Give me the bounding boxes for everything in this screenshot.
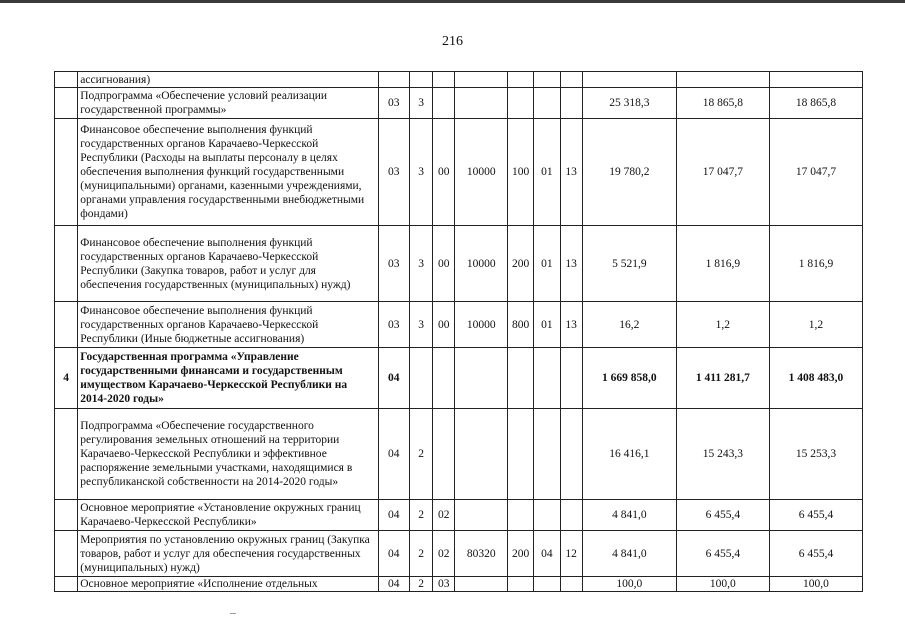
- amount-year1-cell: 5 521,9: [582, 226, 676, 302]
- program-code-cell: 03: [378, 119, 409, 226]
- activity-code-cell: [433, 409, 455, 500]
- direction-code-cell: 10000: [455, 119, 508, 226]
- subprogram-code-cell: 3: [409, 302, 432, 348]
- program-code-cell: 04: [378, 409, 409, 500]
- subsection-cell: 13: [560, 226, 582, 302]
- amount-year1-cell: 1 669 858,0: [582, 348, 676, 409]
- subprogram-code-cell: 3: [409, 226, 432, 302]
- expense-type-cell: [508, 72, 534, 88]
- description-cell: Финансовое обеспечение выполнения функций государственных органов Карачаево-Черкесской Республики (Закупка товаров, работ и услуг для обеспечения государственных (муниципальных) нужд): [78, 226, 378, 302]
- page-number: 216: [442, 34, 463, 49]
- amount-year1-cell: 16,2: [582, 302, 676, 348]
- subprogram-code-cell: 3: [409, 119, 432, 226]
- subprogram-code-cell: [409, 72, 432, 88]
- activity-code-cell: 00: [433, 119, 455, 226]
- section-cell: [534, 348, 560, 409]
- amount-year1-cell: 16 416,1: [582, 409, 676, 500]
- direction-code-cell: [455, 409, 508, 500]
- subprogram-code-cell: 2: [409, 531, 432, 577]
- budget-table: [54, 71, 863, 592]
- activity-code-cell: 02: [433, 531, 455, 577]
- amount-year3-cell: 17 047,7: [769, 119, 862, 226]
- subsection-cell: [560, 88, 582, 119]
- section-cell: [534, 409, 560, 500]
- direction-code-cell: [455, 577, 508, 592]
- activity-code-cell: 00: [433, 302, 455, 348]
- description-cell: Подпрограмма «Обеспечение государственного регулирования земельных отношений на территории Карачаево-Черкесской Республики и эффективное распоряжение земельными участками, находящимися в республиканской собственности на 2014-2020 годы»: [78, 409, 378, 500]
- amount-year3-cell: 6 455,4: [769, 531, 862, 577]
- table-row: [55, 72, 863, 88]
- description-cell: Финансовое обеспечение выполнения функций государственных органов Карачаево-Черкесской Республики (Расходы на выплаты персоналу в целях обеспечения выполнения функций государственными (муниципальными) органами, казенными учреждениями, органами управления государственными внебюджетными фондами): [78, 119, 378, 226]
- section-cell: [534, 88, 560, 119]
- program-code-cell: 04: [378, 531, 409, 577]
- activity-code-cell: [433, 88, 455, 119]
- row-number-cell: [55, 577, 78, 592]
- program-code-cell: [378, 72, 409, 88]
- activity-code-cell: [433, 348, 455, 409]
- table-row: [55, 531, 863, 577]
- expense-type-cell: 200: [508, 531, 534, 577]
- description-cell: Основное мероприятие «Установление окружных границ Карачаево-Черкесской Республики»: [78, 500, 378, 531]
- scan-speck: [230, 613, 236, 614]
- row-number-cell: [55, 409, 78, 500]
- activity-code-cell: 00: [433, 226, 455, 302]
- direction-code-cell: [455, 72, 508, 88]
- table-row: [55, 88, 863, 119]
- row-number-cell: [55, 500, 78, 531]
- activity-code-cell: 03: [433, 577, 455, 592]
- top-border-line: [0, 0, 905, 3]
- expense-type-cell: [508, 577, 534, 592]
- description-cell: Мероприятия по установлению окружных границ (Закупка товаров, работ и услуг для обеспечения государственных (муниципальных) нужд): [78, 531, 378, 577]
- amount-year3-cell: 18 865,8: [769, 88, 862, 119]
- row-number-cell: [55, 88, 78, 119]
- amount-year3-cell: 15 253,3: [769, 409, 862, 500]
- subsection-cell: [560, 409, 582, 500]
- subsection-cell: [560, 500, 582, 531]
- subsection-cell: [560, 577, 582, 592]
- program-code-cell: 03: [378, 302, 409, 348]
- amount-year1-cell: 100,0: [582, 577, 676, 592]
- direction-code-cell: [455, 500, 508, 531]
- row-number-cell: [55, 226, 78, 302]
- section-cell: [534, 72, 560, 88]
- program-code-cell: 03: [378, 88, 409, 119]
- row-number-cell: [55, 531, 78, 577]
- amount-year3-cell: 1 816,9: [769, 226, 862, 302]
- table-row: [55, 409, 863, 500]
- amount-year2-cell: 1 816,9: [676, 226, 769, 302]
- amount-year1-cell: 19 780,2: [582, 119, 676, 226]
- budget-table-body: [55, 72, 863, 592]
- row-number-cell: [55, 72, 78, 88]
- table-row: [55, 119, 863, 226]
- amount-year3-cell: 1 408 483,0: [769, 348, 862, 409]
- table-row: [55, 500, 863, 531]
- description-cell: Финансовое обеспечение выполнения функций государственных органов Карачаево-Черкесской Республики (Иные бюджетные ассигнования): [78, 302, 378, 348]
- description-cell: Основное мероприятие «Исполнение отдельных: [78, 577, 378, 592]
- amount-year1-cell: [582, 72, 676, 88]
- amount-year1-cell: 4 841,0: [582, 500, 676, 531]
- subprogram-code-cell: [409, 348, 432, 409]
- program-code-cell: 04: [378, 577, 409, 592]
- section-cell: [534, 500, 560, 531]
- row-number-cell: [55, 119, 78, 226]
- expense-type-cell: [508, 88, 534, 119]
- direction-code-cell: 80320: [455, 531, 508, 577]
- section-cell: 04: [534, 531, 560, 577]
- subsection-cell: [560, 348, 582, 409]
- description-cell: Подпрограмма «Обеспечение условий реализации государственной программы»: [78, 88, 378, 119]
- amount-year3-cell: [769, 72, 862, 88]
- direction-code-cell: 10000: [455, 226, 508, 302]
- amount-year2-cell: 100,0: [676, 577, 769, 592]
- amount-year2-cell: 1,2: [676, 302, 769, 348]
- amount-year2-cell: [676, 72, 769, 88]
- amount-year2-cell: 1 411 281,7: [676, 348, 769, 409]
- subsection-cell: [560, 72, 582, 88]
- expense-type-cell: 800: [508, 302, 534, 348]
- program-code-cell: 03: [378, 226, 409, 302]
- row-number-cell: 4: [55, 348, 78, 409]
- description-cell: Государственная программа «Управление государственными финансами и государственным имуществом Карачаево-Черкесской Республики на 2014-2020 годы»: [78, 348, 378, 409]
- description-cell: ассигнования): [78, 72, 378, 88]
- subprogram-code-cell: 2: [409, 577, 432, 592]
- section-cell: 01: [534, 302, 560, 348]
- subprogram-code-cell: 2: [409, 500, 432, 531]
- direction-code-cell: 10000: [455, 302, 508, 348]
- amount-year2-cell: 15 243,3: [676, 409, 769, 500]
- amount-year1-cell: 4 841,0: [582, 531, 676, 577]
- amount-year3-cell: 6 455,4: [769, 500, 862, 531]
- subsection-cell: 12: [560, 531, 582, 577]
- subprogram-code-cell: 3: [409, 88, 432, 119]
- section-cell: 01: [534, 119, 560, 226]
- expense-type-cell: 200: [508, 226, 534, 302]
- table-row: [55, 302, 863, 348]
- subsection-cell: 13: [560, 302, 582, 348]
- section-cell: [534, 577, 560, 592]
- direction-code-cell: [455, 348, 508, 409]
- subsection-cell: 13: [560, 119, 582, 226]
- direction-code-cell: [455, 88, 508, 119]
- row-number-cell: [55, 302, 78, 348]
- section-cell: 01: [534, 226, 560, 302]
- amount-year3-cell: 100,0: [769, 577, 862, 592]
- amount-year2-cell: 18 865,8: [676, 88, 769, 119]
- amount-year2-cell: 17 047,7: [676, 119, 769, 226]
- table-row: [55, 577, 863, 592]
- table-row: [55, 226, 863, 302]
- amount-year2-cell: 6 455,4: [676, 531, 769, 577]
- amount-year1-cell: 25 318,3: [582, 88, 676, 119]
- expense-type-cell: [508, 409, 534, 500]
- activity-code-cell: [433, 72, 455, 88]
- program-code-cell: 04: [378, 348, 409, 409]
- program-code-cell: 04: [378, 500, 409, 531]
- amount-year2-cell: 6 455,4: [676, 500, 769, 531]
- activity-code-cell: 02: [433, 500, 455, 531]
- expense-type-cell: 100: [508, 119, 534, 226]
- table-row: [55, 348, 863, 409]
- expense-type-cell: [508, 500, 534, 531]
- expense-type-cell: [508, 348, 534, 409]
- amount-year3-cell: 1,2: [769, 302, 862, 348]
- subprogram-code-cell: 2: [409, 409, 432, 500]
